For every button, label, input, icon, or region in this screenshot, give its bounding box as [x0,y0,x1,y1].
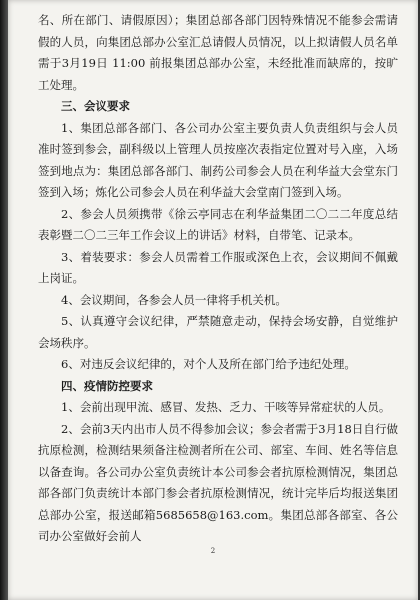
page-number: 2 [210,547,216,555]
section-heading-epidemic-control: 四、疫情防控要求 [61,378,153,393]
paragraph-requirement-3: 3、着装要求：参会人员需着工作服或深色上衣，会议期间不佩戴上岗证。 [38,249,398,285]
scan-edge-left [0,0,8,600]
paragraph-leave-request: 名、所在部门、请假原因）；集团总部各部门因特殊情况不能参会需请假的人员，向集团总部办公室汇总请假人员情况，以上拟请假人员名单需于3月19日 11:00 前报集团总部办公室，未经批准而缺席的，按旷工处理。 [38,13,398,92]
document-page [8,0,418,600]
paragraph-requirement-6: 6、对违反会议纪律的，对个人及所在部门给予违纪处理。 [61,357,356,371]
paragraph-requirement-2: 2、参会人员须携带《徐云亭同志在利华益集团二〇二二年度总结表彰暨二〇二三年工作会议上的讲话》材料，自带笔、记录本。 [38,206,398,242]
paragraph-requirement-1: 1、集团总部各部门、各公司办公室主要负责人负责组织与会人员准时签到参会，副科级以上管理人员按座次表指定位置对号入座，入场签到地点为：集团总部各部门、制药公司参会人员在利华益大会堂东门签到入场；炼化公司参会人员在利华益大会堂南门签到入场。 [38,120,398,199]
paragraph-epidemic-2: 2、会前3天内出市人员不得参加会议；参会者需于3月18日自行做抗原检测，检测结果须备注检测者所在公司、部室、车间、姓名等信息以备查询。各公司办公室负责统计本公司参会者抗原检测情况，集团总部各部门负责统计本部门参会者抗原检测情况，统计完毕后均报送集团总部办公室，报送邮箱5685658@163.com。集团总部各部室、各公司办公室做好会前人 [38,421,398,543]
paragraph-epidemic-1: 1、会前出现甲流、感冒、发热、乏力、干咳等异常症状的人员。 [61,400,391,414]
paragraph-requirement-5: 5、认真遵守会议纪律，严禁随意走动，保持会场安静，自觉维护会场秩序。 [38,314,398,350]
document-body [38,10,398,548]
section-heading-meeting-requirements: 三、会议要求 [61,99,130,113]
paragraph-requirement-4: 4、会议期间，各参会人员一律将手机关机。 [61,292,287,307]
